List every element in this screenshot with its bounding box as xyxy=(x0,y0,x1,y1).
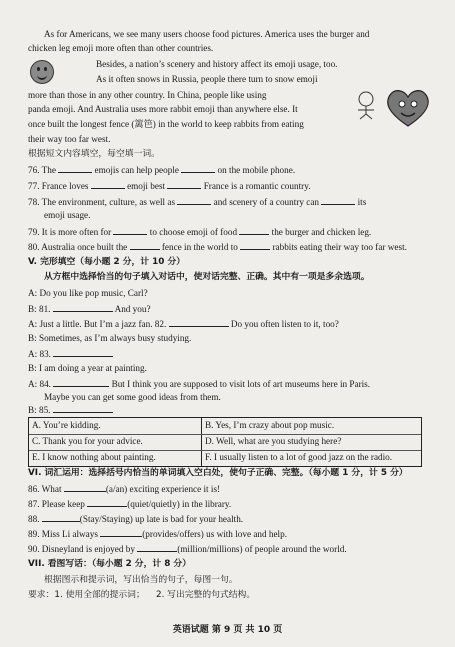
dialogue-line: A: Just a little. But I’m a jazz fan. 82. Do you often listen to it, too? xyxy=(28,319,339,329)
dialogue-line: A: 83. xyxy=(28,348,113,360)
section-vii-requirements: 要求：1. 使用全部的提示词； 2. 写出完整的句式结构。 xyxy=(28,590,256,600)
answer-blank-77[interactable] xyxy=(91,180,125,189)
answer-blank-82[interactable] xyxy=(169,318,229,327)
section-vii-title: VII. 看图写话：（每小题 2 分，计 8 分） xyxy=(28,559,192,569)
passage-line: As it often snows in Russia, people there turn to snow emoji xyxy=(96,74,318,84)
answer-blank-76[interactable] xyxy=(58,164,92,173)
answer-blank-88[interactable] xyxy=(42,513,80,522)
dialogue-line: A: 84. But I think you are supposed to visit lots of art museums here in Paris. xyxy=(28,379,371,389)
passage-line: more than those in any other country. In China, people like using xyxy=(28,90,267,100)
question-79: 79. It is more often for to choose emoji of food the burger and chicken leg. xyxy=(28,227,372,237)
options-box xyxy=(28,417,422,467)
section-vi-title: VI. 词汇运用：选择括号内恰当的单词填入空白处，使句子正确、完整。（每小题 1 分，计 5 分） xyxy=(28,468,408,478)
page-footer: 英语试题 第 9 页 共 10 页 xyxy=(172,625,283,635)
option-e: E. I know nothing about painting. xyxy=(32,452,156,462)
section-v-instruction: 从方框中选择恰当的句子填入对话中，使对话完整、正确。其中有一项是多余选项。 xyxy=(44,272,370,282)
option-d: D. Well, what are you studying here? xyxy=(205,436,342,446)
question-88: 88. (Stay/Staying) up late is bad for your health. xyxy=(28,514,244,524)
answer-blank-87[interactable] xyxy=(87,498,127,507)
answer-blank-90[interactable] xyxy=(137,543,177,552)
dialogue-line: Maybe you can get some good ideas from them. xyxy=(44,392,221,402)
answer-blank-85[interactable] xyxy=(53,404,113,413)
question-86: 86. What (a/an) exciting experience it is! xyxy=(28,484,221,494)
answer-blank-81[interactable] xyxy=(53,303,113,312)
dialogue-line: B: I am doing a year at painting. xyxy=(28,363,147,373)
dialogue-line: B: Sometimes, as I’m always busy studying. xyxy=(28,333,192,343)
answer-blank-89[interactable] xyxy=(100,528,142,537)
heart-emoji-icon xyxy=(382,84,434,130)
passage-line: As for Americans, we see many users choose food pictures. America uses the burger and xyxy=(44,29,370,39)
answer-blank-84[interactable] xyxy=(53,378,109,387)
passage-line: once built the longest fence (篱笆) in the world to keep rabbits from eating xyxy=(28,119,304,129)
question-77: 77. France loves emoji best France is a romantic country. xyxy=(28,181,311,191)
dialogue-line: B: 81. And you? xyxy=(28,304,151,314)
option-b: B. Yes, I’m crazy about pop music. xyxy=(205,420,335,430)
passage-line: panda emoji. And Australia uses more rabbit emoji than anywhere else. It xyxy=(28,104,298,114)
question-78-cont: emoji usage. xyxy=(44,210,91,220)
section-vii-instruction: 根据图示和提示词，写出恰当的句子，每图一句。 xyxy=(44,575,238,585)
passage-line: their way too far west. xyxy=(28,134,111,144)
option-c: C. Thank you for your advice. xyxy=(32,436,143,446)
cartoon-figure-icon xyxy=(352,90,380,120)
question-87: 87. Please keep (quiet/quietly) in the library. xyxy=(28,499,232,509)
dialogue-line: B: 85. xyxy=(28,404,113,416)
question-76: 76. The emojis can help people on the mobile phone. xyxy=(28,165,296,175)
section-instruction: 根据短文内容填空，每空填一词。 xyxy=(28,149,160,159)
smiley-emoji-icon xyxy=(30,60,54,84)
dialogue-line: A: Do you like pop music, Carl? xyxy=(28,288,148,298)
answer-blank-78[interactable] xyxy=(177,196,211,205)
option-f: F. I usually listen to a lot of good jazz on the radio. xyxy=(205,452,393,462)
answer-blank-80[interactable] xyxy=(130,241,160,250)
passage-line: Besides, a nation’s scenery and history affect its emoji usage, too. xyxy=(96,59,338,69)
answer-blank-86[interactable] xyxy=(64,483,106,492)
question-89: 89. Miss Li always (provides/offers) us with love and help. xyxy=(28,529,287,539)
question-90: 90. Disneyland is enjoyed by (million/millions) of people around the world. xyxy=(28,544,347,554)
question-80: 80. Australia once built the fence in the world to rabbits eating their way too far west. xyxy=(28,242,407,252)
passage-line: chicken leg emoji more often than other countries. xyxy=(28,43,214,53)
option-a: A. You’re kidding. xyxy=(32,420,101,430)
section-v-title: V. 完形填空（每小题 2 分，计 10 分） xyxy=(28,257,186,267)
answer-blank-83[interactable] xyxy=(53,348,113,357)
answer-blank-79[interactable] xyxy=(113,226,147,235)
question-78: 78. The environment, culture, as well as and scenery of a country can its xyxy=(28,197,367,207)
